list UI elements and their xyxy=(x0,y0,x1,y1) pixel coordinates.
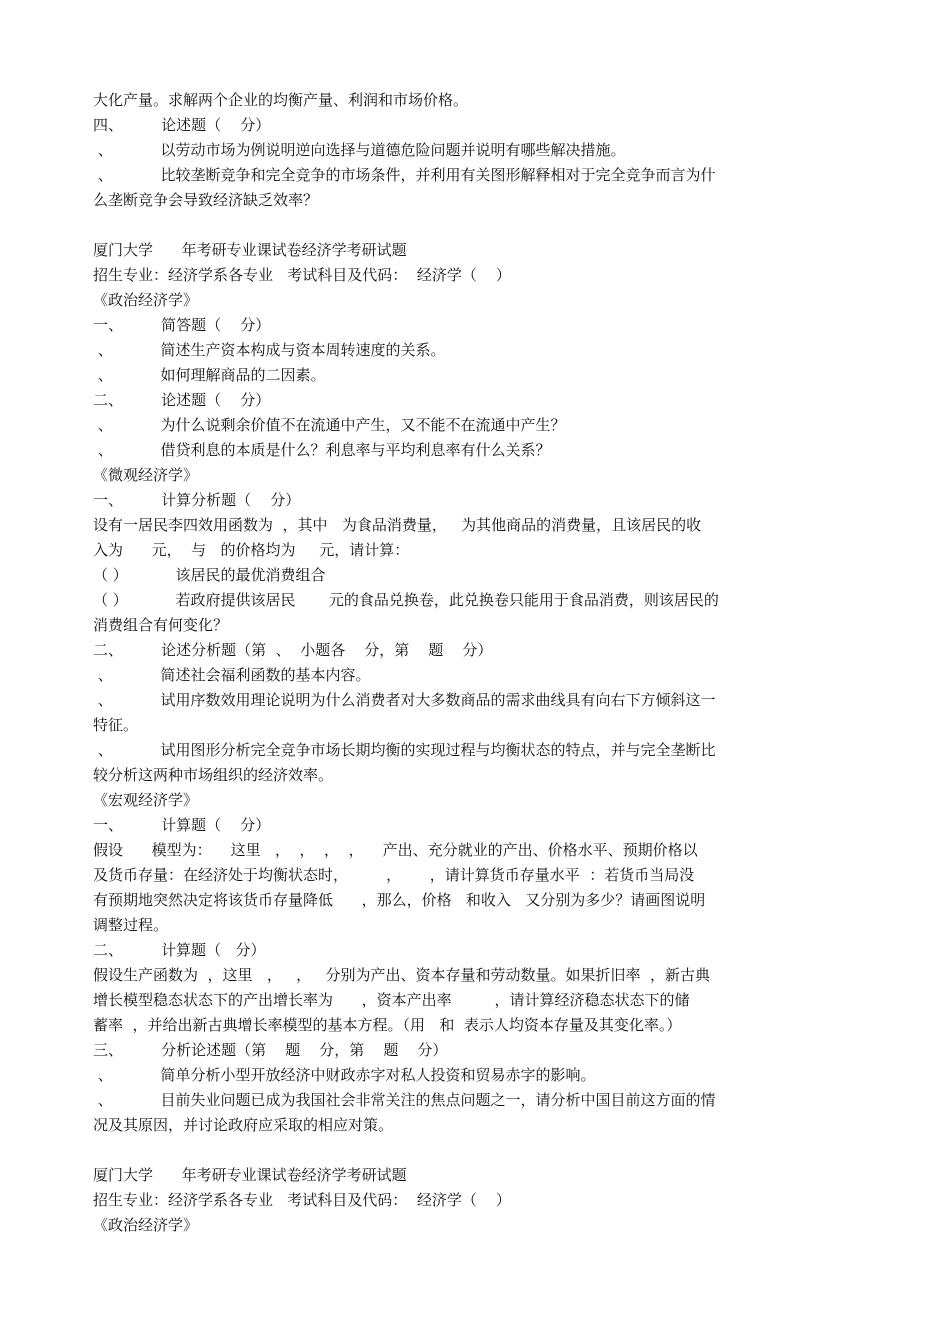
text-line: 入为 元， 与 的价格均为 元，请计算： xyxy=(93,541,410,559)
text-line: 二、 论述题（ 分） xyxy=(93,391,271,409)
text-line: 一、 计算题（ 分） xyxy=(93,816,271,834)
text-line: 《微观经济学》 xyxy=(93,466,199,484)
text-line: 假设生产函数为 ，这里 ， ， 分别为产出、资本存量和劳动数量。如果折旧率 ，新古典 xyxy=(93,966,710,984)
text-line: 招生专业：经济学系各专业 考试科目及代码： 经济学（ ） xyxy=(93,1191,511,1209)
text-line: （ ） 该居民的最优消费组合 xyxy=(93,566,326,584)
text-line: 大化产量。求解两个企业的均衡产量、利润和市场价格。 xyxy=(93,91,469,109)
text-line: 、 试用序数效用理论说明为什么消费者对大多数商品的需求曲线具有向右下方倾斜这一 xyxy=(93,691,716,709)
text-line: 蓄率 ，并给出新古典增长率模型的基本方程。（用 和 表示人均资本存量及其变化率。） xyxy=(93,1016,682,1034)
text-line: 、 为什么说剩余价值不在流通中产生，又不能不在流通中产生？ xyxy=(93,416,566,434)
text-line: 、 如何理解商品的二因素。 xyxy=(93,366,326,384)
text-line: 、 试用图形分析完全竞争市场长期均衡的实现过程与均衡状态的特点，并与完全垄断比 xyxy=(93,741,716,759)
text-line: 二、 论述分析题（第 、 小题各 分，第 题 分） xyxy=(93,641,493,659)
text-line: 四、 论述题（ 分） xyxy=(93,116,271,134)
text-line: 假设 模型为： 这里 ， ， ， ， 产出、充分就业的产出、价格水平、预期价格以 xyxy=(93,841,698,859)
text-line: 较分析这两种市场组织的经济效率。 xyxy=(93,766,334,784)
text-line: 厦门大学 年考研专业课试卷经济学考研试题 xyxy=(93,1166,407,1184)
text-line: 一、 简答题（ 分） xyxy=(93,316,271,334)
text-line: 调整过程。 xyxy=(93,916,169,934)
text-line: 、 简述社会福利函数的基本内容。 xyxy=(93,666,371,684)
text-line: 么垄断竞争会导致经济缺乏效率？ xyxy=(93,191,319,209)
text-line: 、 比较垄断竞争和完全竞争的市场条件，并利用有关图形解释相对于完全竞争而言为什 xyxy=(93,166,716,184)
text-line: 及货币存量：在经济处于均衡状态时， ， ，请计算货币存量水平 ：若货币当局没 xyxy=(93,866,695,884)
text-line: 《宏观经济学》 xyxy=(93,791,199,809)
text-line: 、 简单分析小型开放经济中财政赤字对私人投资和贸易赤字的影响。 xyxy=(93,1066,596,1084)
text-line: 、 目前失业问题已成为我国社会非常关注的焦点问题之一，请分析中国目前这方面的情 xyxy=(93,1091,716,1109)
text-line: 一、 计算分析题（ 分） xyxy=(93,491,301,509)
text-line: 《政治经济学》 xyxy=(93,1216,199,1234)
text-line: 、 以劳动市场为例说明逆向选择与道德危险问题并说明有哪些解决措施。 xyxy=(93,141,626,159)
text-line: 招生专业：经济学系各专业 考试科目及代码： 经济学（ ） xyxy=(93,266,511,284)
text-line: 、 简述生产资本构成与资本周转速度的关系。 xyxy=(93,341,446,359)
text-line: 二、 计算题（ 分） xyxy=(93,941,266,959)
text-line: 消费组合有何变化？ xyxy=(93,616,229,634)
text-line: 厦门大学 年考研专业课试卷经济学考研试题 xyxy=(93,241,407,259)
text-line: 增长模型稳态状态下的产出增长率为 ，资本产出率 ，请计算经济稳态状态下的储 xyxy=(93,991,690,1009)
text-line: 三、 分析论述题（第 题 分，第 题 分） xyxy=(93,1041,448,1059)
text-line: 况及其原因，并讨论政府应采取的相应对策。 xyxy=(93,1116,394,1134)
text-line: 有预期地突然决定将该货币存量降低 ，那么，价格 和收入 又分别为多少？请画图说明 xyxy=(93,891,706,909)
text-line: 《政治经济学》 xyxy=(93,291,199,309)
text-line: （ ） 若政府提供该居民 元的食品兑换卷，此兑换卷只能用于食品消费，则该居民的 xyxy=(93,591,719,609)
text-line: 特征。 xyxy=(93,716,139,734)
text-line: 、 借贷利息的本质是什么？利息率与平均利息率有什么关系？ xyxy=(93,441,551,459)
text-line: 设有一居民李四效用函数为 ，其中 为食品消费量， 为其他商品的消费量，且该居民的收 xyxy=(93,516,702,534)
